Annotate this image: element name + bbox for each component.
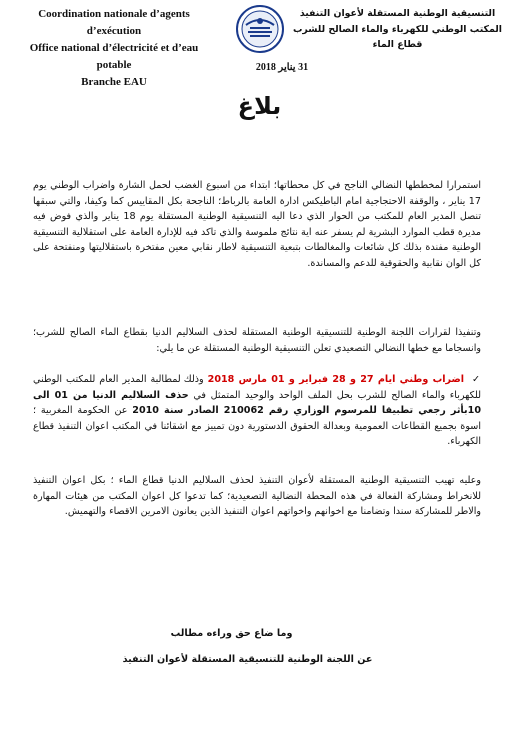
header-left-line2: Office national d’électricité et d’eau potable: [29, 42, 199, 71]
paragraph-4: وعليه تهيب التنسيقية الوطنية المستقلة لأعوان التنفيذ لحذف السلاليم الدنيا قطاع الماء ؛ بكل اعوان التنفيذ للانخراط ومشاركة الفعالة في هذه المحطة النضالية التصعيدية؛ كما تدعوا كل اعوان المكتب من هيئات المهارة والاطر للمشاركة سندا وتضامنا مع اخوانهم واخواتهم اعوان التنفيذ الذين يعانون الامرين الاقصاء والتهميش.: [33, 475, 481, 518]
header-right-arabic: [290, 6, 505, 53]
union-seal-logo-icon: [234, 4, 286, 54]
page-title: بلاغ: [237, 92, 282, 120]
strike-announcement: اضراب وطني ايام 27 و 28 فبراير و 01 مارس 2018: [207, 374, 465, 385]
paragraph-2: وتنفيذا لقرارات اللجنة الوطنية للتنسيقية الوطنية المستقلة لحذف السلاليم الدنيا بقطاع الماء الصالح للشرب؛ وانسجاما مع خطها النضالي التصعيدي تعلن التنسيقية الوطنية المستقلة عن ما يلي:: [33, 327, 481, 354]
signature-motto: وما ضاع حق وراءه مطالب: [170, 628, 293, 639]
document-date: 31 يناير 2018: [255, 62, 309, 73]
header-right-line3: قطاع الماء: [372, 39, 423, 50]
signature-committee: عن اللجنة الوطنية للتنسيقية المستقلة لأعوان التنفيذ: [122, 654, 373, 665]
header-right-line1: التنسيقية الوطنية المستقلة لأعوان التنفيذ: [299, 8, 496, 19]
paragraph-3-text-2: عن الحكومة المغربية ؛ اسوة بجميع القطاعات العمومية وبعدالة الحقوق الدستورية دون تمييز مع اشقائنا في المكتب اعوان التنفيذ قطاع الكهرباء.: [33, 405, 481, 448]
header-left-french: [14, 6, 214, 91]
header-right-line2: المكتب الوطني للكهرباء والماء الصالح للشرب: [292, 23, 502, 35]
paragraph-3-text-1: وذلك لمطالبة المدير العام للمكتب الوطني للكهرباء والماء الصالح للشرب بحل الملف الواحد والوحيد المتمثل في: [33, 374, 481, 401]
paragraph-1: استمرارا لمخططها النضالي الناجح في كل محطاتها؛ ابتداء من اسبوع الغضب لحمل الشارة واضراب الوطني يوم 17 يناير ، والوقفة الاحتجاجية امام الباطيكس ادارة العامة بالرباط؛ الناجحة بكل المقاييس كما وكيفا، والتي سبقها تنصل المدير العام للمكتب من الحوار الذي دعا اليه التنسيقية الوطنية المستقلة يوم 18 يناير والذي فوض فيه مديرة قطب الموارد البشرية لم يسفر عنه اية نتائج ملموسة والذي تاكد فيه للإدارة العامة على استقلالية التنسيقية الوطنية مفندة بذلك كل شائعات والمغالطات بتبعية التنسيقية لاطار نقابي معين مفتخرة باستقلاليتها ومنفتحة على كل الوان نقابية والحقوقية للدعم والمساندة.: [33, 180, 481, 269]
paragraph-3-demand: حذف السلاليم الدنيا من 01 الى 10بأثر رجعي تطبيقا للمرسوم الوزاري رقم 210062 الصادر سنة 2010: [33, 389, 481, 417]
header-left-line1: Coordination nationale d’agents d’exécution: [38, 8, 190, 37]
paragraph-3-announcement: [33, 372, 481, 450]
header-left-line3: Branche EAU: [81, 76, 147, 88]
checkmark-icon: ✓: [472, 374, 481, 385]
